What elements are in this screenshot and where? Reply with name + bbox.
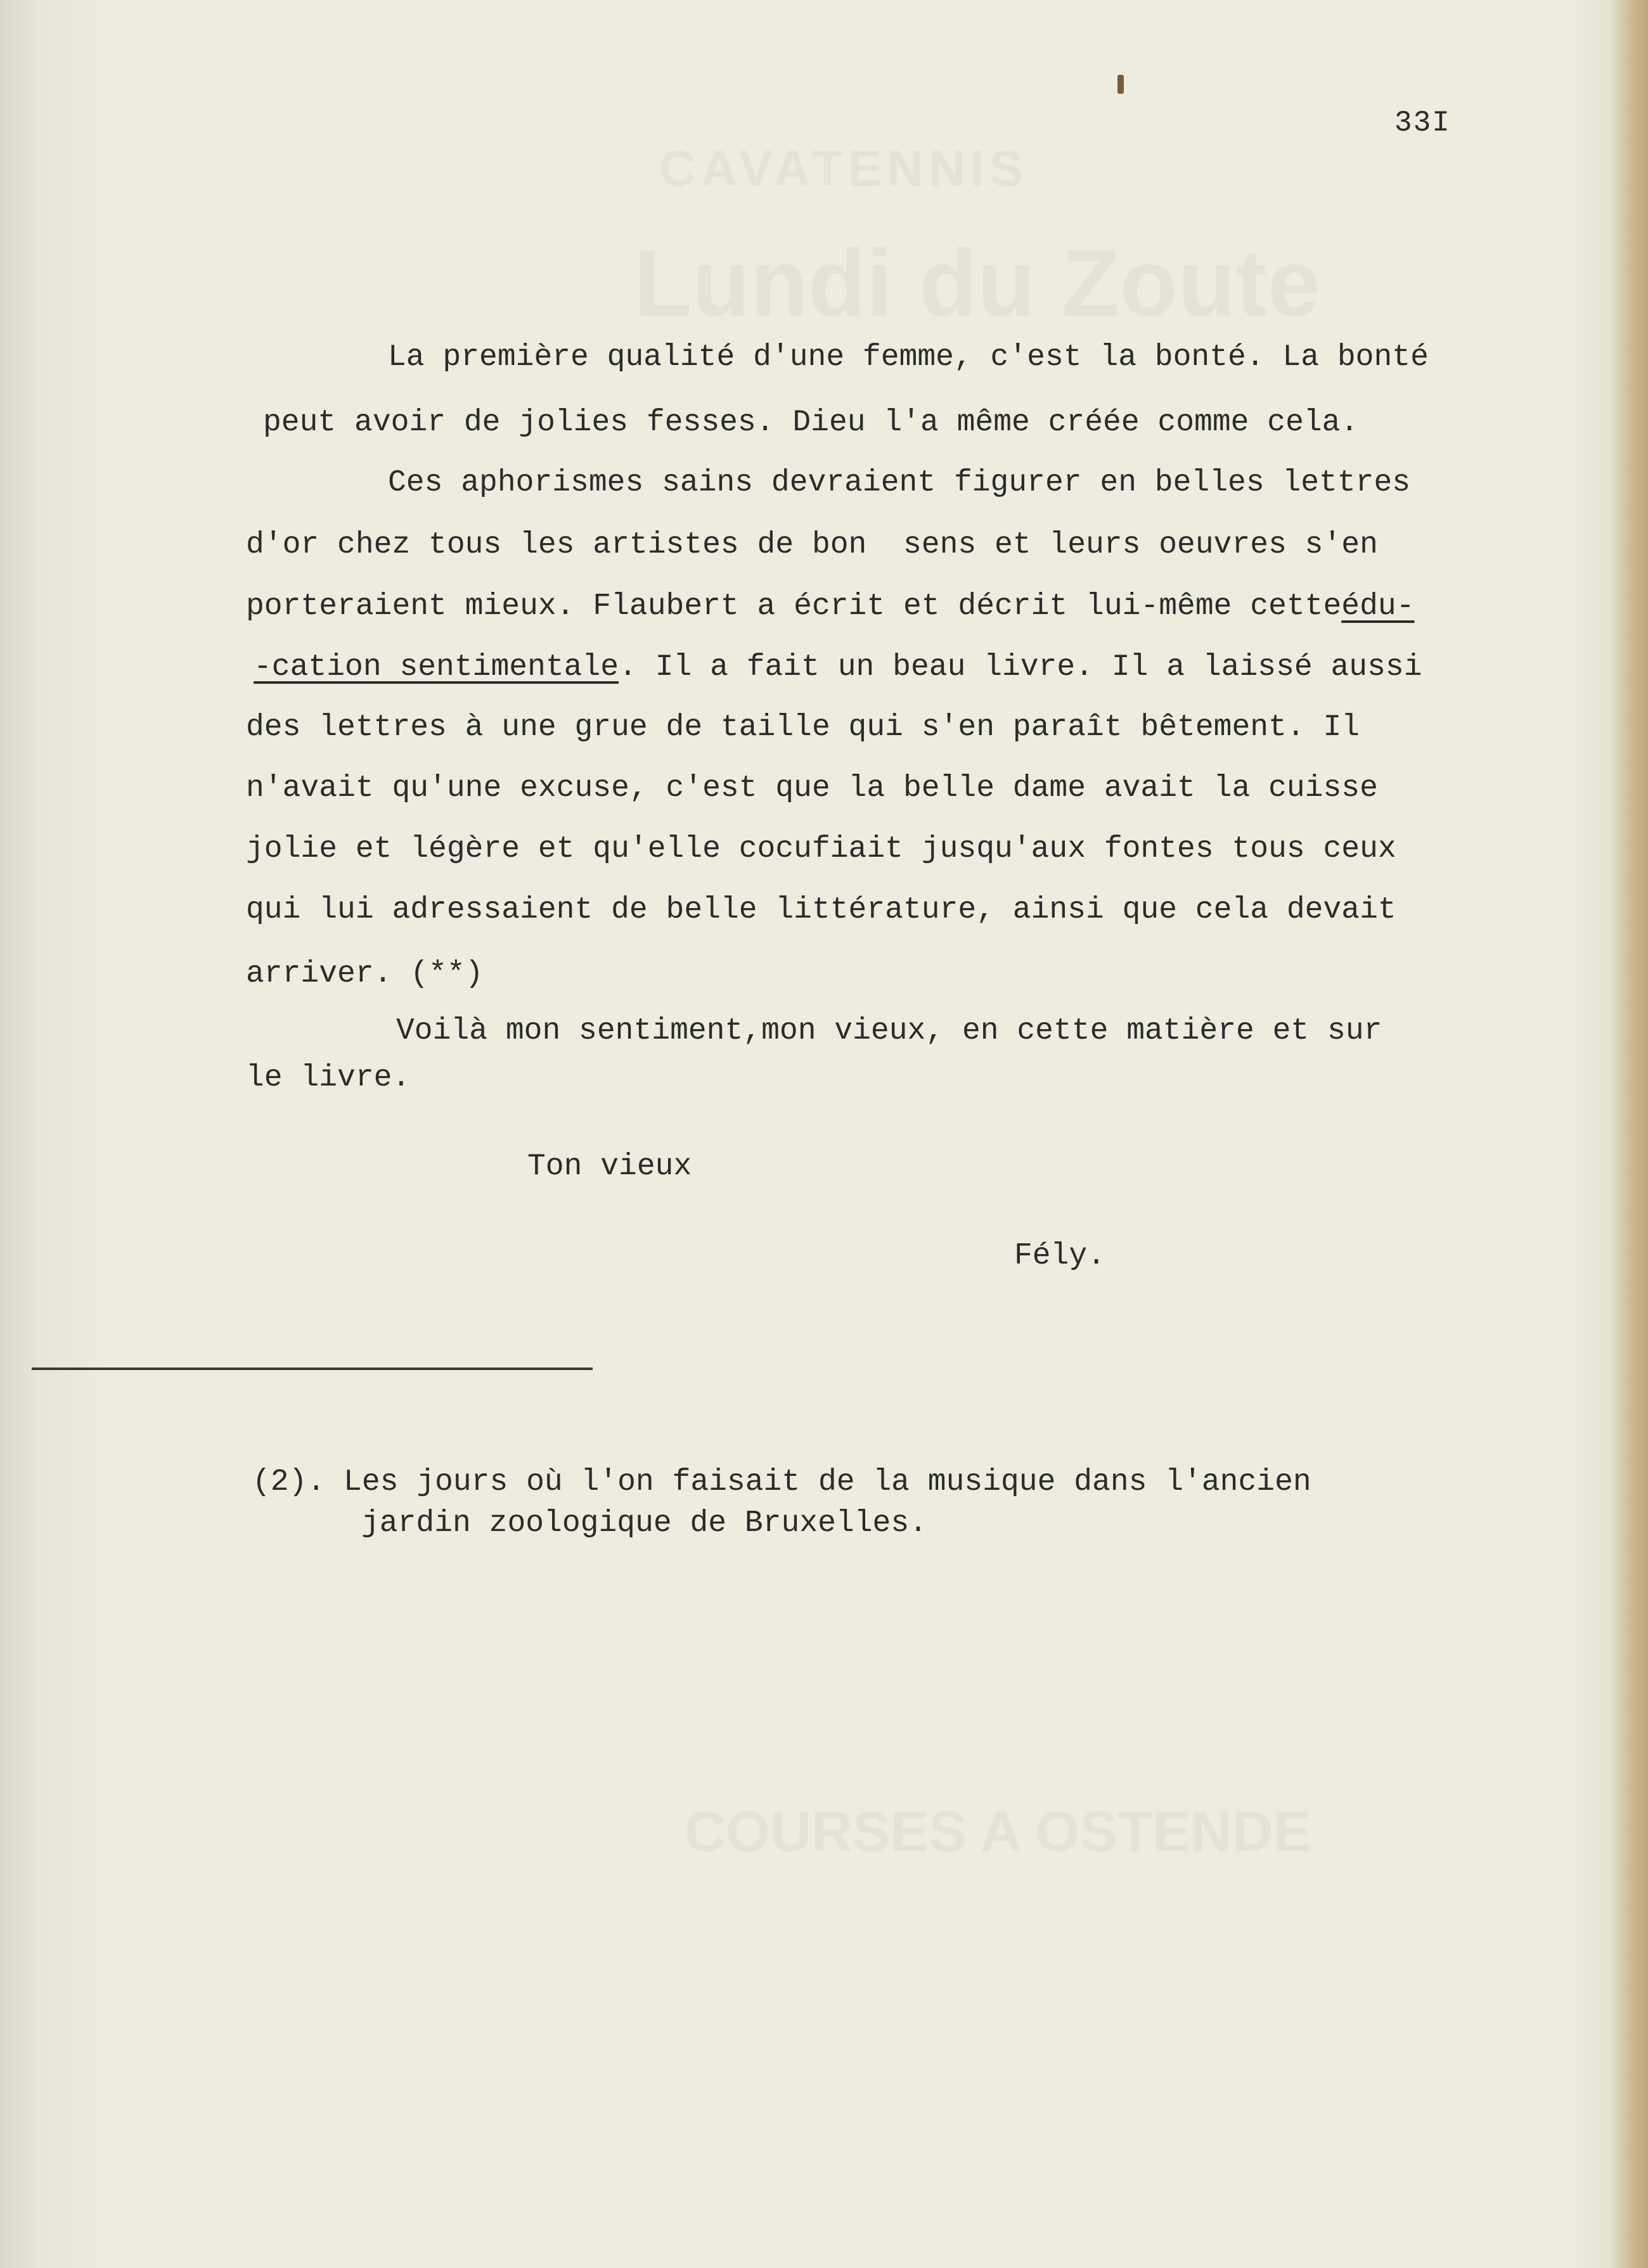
body-line	[246, 591, 1415, 622]
body-line: n'avait qu'une excuse, c'est que la belle dame avait la cuisse	[246, 771, 1378, 805]
body-line: Ces aphorismes sains devraient figurer en belles lettres	[388, 466, 1411, 500]
body-line: qui lui adressaient de belle littérature, ainsi que cela devait	[246, 893, 1396, 927]
body-line: Voilà mon sentiment,mon vieux, en cette matière et sur	[396, 1014, 1382, 1048]
bleed-through-text: CAVATENNIS	[659, 140, 1029, 196]
body-line: La première qualité d'une femme, c'est la bonté. La bonté	[388, 340, 1429, 375]
footnote-separator	[32, 1368, 593, 1370]
body-line: peut avoir de jolies fesses. Dieu l'a même créée comme cela.	[263, 406, 1359, 440]
letter-signature: Fély.	[1014, 1239, 1106, 1273]
footnote-line: (2). Les jours où l'on faisait de la musique dans l'ancien	[252, 1465, 1311, 1499]
body-line-text: porteraient mieux. Flaubert a écrit et décrit lui-même cette	[246, 589, 1342, 624]
body-line-text: . Il a fait un beau livre. Il a laissé aussi	[619, 650, 1422, 684]
footnote-line: jardin zoologique de Bruxelles.	[361, 1506, 927, 1541]
letter-closing: Ton vieux	[527, 1150, 692, 1184]
underlined-title-part2: -cation sentimentale	[254, 650, 619, 684]
bleed-through-text: COURSES A OSTENDE	[685, 1800, 1311, 1864]
page-number: 33I	[1394, 106, 1451, 139]
body-line: des lettres à une grue de taille qui s'en paraît bêtement. Il	[246, 710, 1360, 745]
paper-mark	[1117, 75, 1124, 94]
body-line: le livre.	[246, 1061, 411, 1095]
underlined-title-part1: édu-	[1341, 589, 1415, 624]
bleed-through-text: Lundi du Zoute	[634, 229, 1321, 336]
body-line: d'or chez tous les artistes de bon sens et leurs oeuvres s'en	[246, 528, 1378, 562]
body-line: jolie et légère et qu'elle cocufiait jusqu'aux fontes tous ceux	[246, 832, 1396, 866]
body-line: arriver. (**)	[246, 957, 484, 991]
body-line	[254, 652, 1422, 682]
